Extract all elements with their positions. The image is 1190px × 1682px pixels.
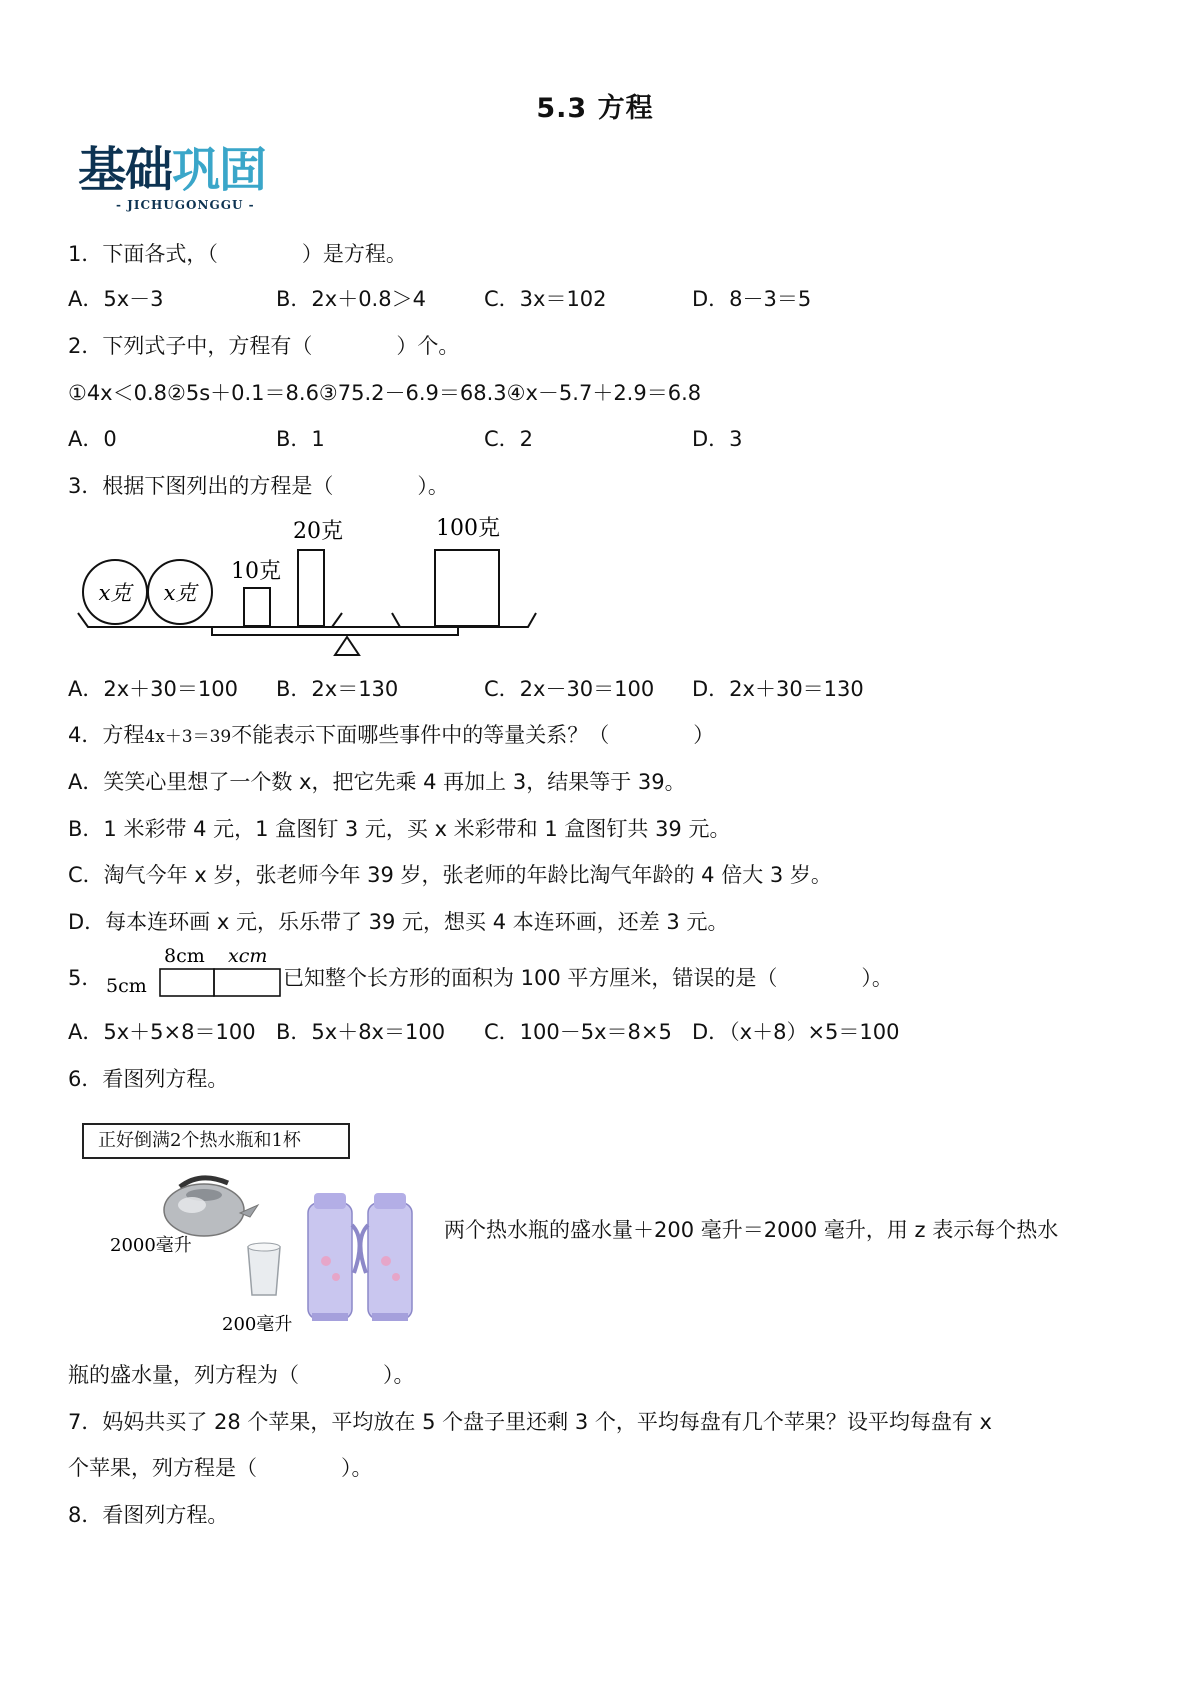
weight-20g-block	[298, 550, 324, 626]
q1-stem: 1．下面各式，（ ）是方程。	[68, 242, 407, 266]
q3-option-c: C．2x－30＝100	[484, 677, 655, 701]
q5-option-d: D．（x＋8）×5＝100	[692, 1020, 900, 1044]
rectangle-figure	[104, 938, 284, 1002]
balance-scale-figure	[70, 505, 550, 665]
q3-option-a: A．2x＋30＝100	[68, 677, 238, 701]
q1-option-d: D．8－3＝5	[692, 287, 812, 311]
q5-stem: 已知整个长方形的面积为 100 平方厘米，错误的是（ ）。	[283, 966, 893, 990]
q1-option-a: A．5x－3	[68, 287, 164, 311]
logo-text-light: 巩固	[172, 142, 267, 198]
q4-option-a: A．笑笑心里想了一个数 x，把它先乘 4 再加上 3，结果等于 39。	[68, 770, 686, 794]
q4-stem	[68, 721, 714, 751]
q5-number: 5．	[68, 966, 103, 990]
section-logo	[78, 142, 266, 212]
weight-10g-block	[244, 588, 270, 626]
q1-option-b: B．2x＋0.8＞4	[276, 287, 426, 311]
q4-stem-prefix: 4．方程	[68, 723, 145, 747]
q2-option-a: A．0	[68, 427, 117, 451]
q2-stem: 2．下列式子中，方程有（ ）个。	[68, 334, 460, 358]
q6-text-line1: 两个热水瓶的盛水量＋200 毫升＝2000 毫升，用 z 表示每个热水	[444, 1218, 1059, 1242]
q2-expression: ①4x＜0.8②5s＋0.1＝8.6③75.2－6.9＝68.3④x－5.7＋2.9＝6.8	[68, 381, 702, 405]
q5-option-a: A．5x＋5×8＝100	[68, 1020, 256, 1044]
rect-part-8cm	[160, 969, 214, 996]
q3-stem: 3．根据下图列出的方程是（ ）。	[68, 474, 449, 498]
kettle-thermos-figure	[100, 1165, 440, 1345]
q8-stem: 8．看图列方程。	[68, 1503, 229, 1527]
q2-option-d: D．3	[692, 427, 743, 451]
q4-option-d: D．每本连环画 x 元，乐乐带了 39 元，想买 4 本连环画，还差 3 元。	[68, 910, 729, 934]
q7-line2: 个苹果，列方程是（ ）。	[68, 1456, 373, 1480]
rect-label-8cm: 8cm	[164, 945, 205, 967]
q7-line1: 7．妈妈共买了 28 个苹果，平均放在 5 个盘子里还剩 3 个，平均每盘有几个苹果？设平均每盘有 x	[68, 1410, 992, 1434]
weight-100g-block	[435, 550, 499, 626]
rect-label-5cm: 5cm	[106, 975, 147, 997]
q5-option-b: B．5x＋8x＝100	[276, 1020, 446, 1044]
rect-part-xcm	[214, 969, 280, 996]
q3-option-b: B．2x＝130	[276, 677, 399, 701]
q6-text-line2: 瓶的盛水量，列方程为（ ）。	[68, 1363, 415, 1387]
ball-label-2: x克	[163, 581, 197, 605]
kettle-icon	[164, 1178, 258, 1236]
q1-option-c: C．3x＝102	[484, 287, 607, 311]
q6-box-label: 正好倒满2个热水瓶和1杯	[82, 1123, 350, 1159]
label-10g: 10克	[231, 559, 281, 584]
q4-option-c: C．淘气今年 x 岁，张老师今年 39 岁，张老师的年龄比淘气年龄的 4 倍大 3 岁。	[68, 863, 832, 887]
q2-option-b: B．1	[276, 427, 325, 451]
cup-label: 200毫升	[222, 1314, 293, 1335]
thermos-icon-1	[308, 1193, 360, 1321]
kettle-label: 2000毫升	[110, 1235, 192, 1256]
q6-stem: 6．看图列方程。	[68, 1067, 229, 1091]
logo-text-dark: 基础	[78, 142, 173, 198]
q4-stem-suffix: 不能表示下面哪些事件中的等量关系？（ ）	[231, 723, 715, 747]
thermos-icon-2	[360, 1193, 412, 1321]
ball-label-1: x克	[98, 581, 132, 605]
cup-icon	[248, 1243, 280, 1295]
page-title: 5.3 方程	[536, 93, 654, 124]
q4-option-b: B．1 米彩带 4 元，1 盒图钉 3 元，买 x 米彩带和 1 盒图钉共 39 元。	[68, 817, 731, 841]
label-20g: 20克	[293, 519, 343, 544]
q4-formula: 4x＋3＝39	[144, 727, 232, 747]
logo-subtitle: - JICHUGONGGU -	[116, 198, 255, 212]
q2-option-c: C．2	[484, 427, 534, 451]
label-100g: 100克	[436, 516, 500, 541]
rect-label-xcm: xcm	[228, 945, 268, 967]
q5-option-c: C．100－5x＝8×5	[484, 1020, 672, 1044]
q3-option-d: D．2x＋30＝130	[692, 677, 864, 701]
